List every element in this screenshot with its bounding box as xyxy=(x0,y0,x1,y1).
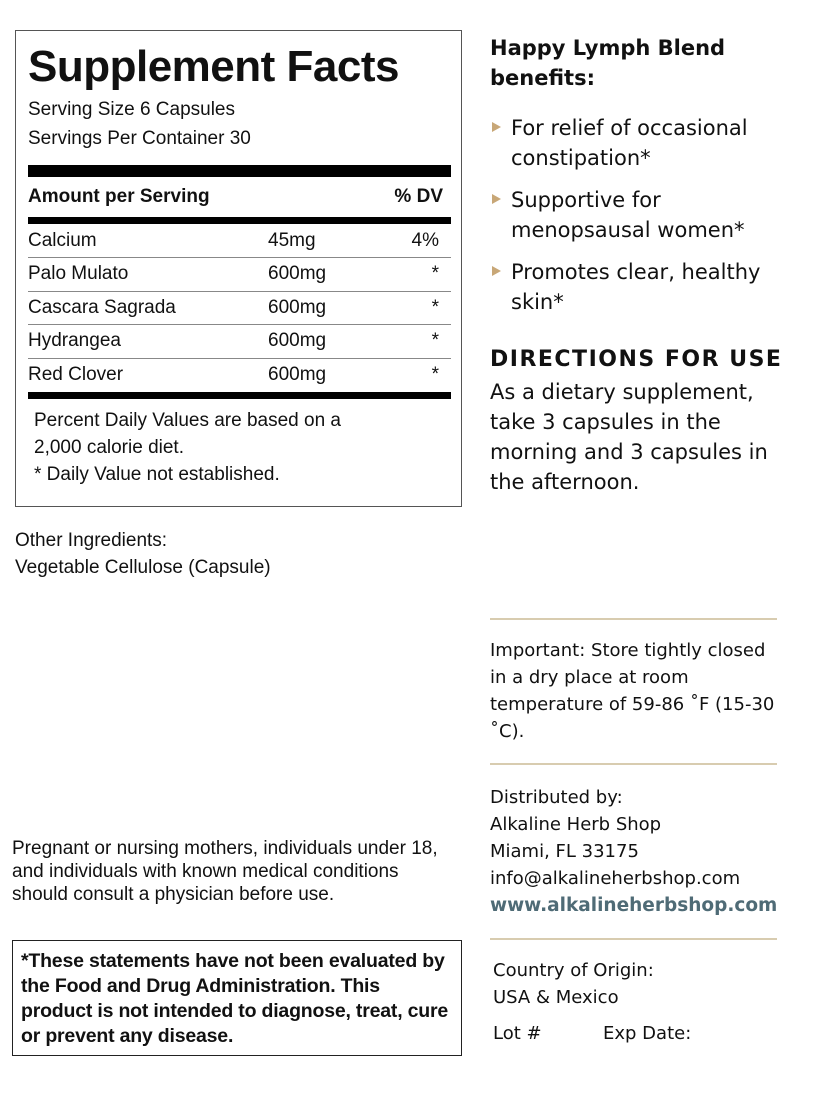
nutrient-dv: * xyxy=(378,258,451,292)
medium-divider xyxy=(28,217,451,224)
nutrient-dv: * xyxy=(431,364,439,385)
benefit-text: Supportive for menopsausal women* xyxy=(511,188,745,242)
nutrient-amount: 45mg xyxy=(268,224,378,258)
other-ingredients-label: Other Ingredients: xyxy=(15,530,168,551)
nutrient-dv: 4% xyxy=(378,224,451,258)
benefit-text: For relief of occasional constipation* xyxy=(511,116,748,170)
servings-per-container: Servings Per Container 30 xyxy=(28,128,251,149)
nutrient-amount: 600mg xyxy=(268,258,378,292)
origin-value: USA & Mexico xyxy=(493,987,619,1008)
nutrient-name: Cascara Sagrada xyxy=(28,291,268,325)
triangle-bullet-icon xyxy=(492,194,501,204)
supplement-facts-panel xyxy=(15,30,462,507)
distributor-name: Alkaline Herb Shop xyxy=(490,814,662,835)
list-item xyxy=(492,257,792,317)
divider xyxy=(490,938,777,940)
directions-title: DIRECTIONS FOR USE xyxy=(490,347,783,372)
divider xyxy=(490,618,777,620)
footnote-line: Percent Daily Values are based on a xyxy=(34,409,341,431)
facts-title: Supplement Facts xyxy=(28,42,399,91)
benefit-text: Promotes clear, healthy skin* xyxy=(511,260,761,314)
footnote-line: 2,000 calorie diet. xyxy=(34,436,184,458)
nutrient-name: Palo Mulato xyxy=(28,258,268,292)
nutrient-dv: * xyxy=(378,325,451,359)
origin-info xyxy=(493,957,783,1047)
thick-divider xyxy=(28,165,451,177)
nutrient-dv: * xyxy=(378,291,451,325)
serving-size: Serving Size 6 Capsules xyxy=(28,99,235,120)
table-row xyxy=(28,358,451,392)
triangle-bullet-icon xyxy=(492,122,501,132)
distributor-info xyxy=(490,784,790,919)
amount-per-serving-header: Amount per Serving xyxy=(28,186,210,207)
pregnancy-warning: Pregnant or nursing mothers, individuals under 18, and individuals with known medical conditions should consult a physician before use. xyxy=(12,838,438,905)
table-row xyxy=(28,224,451,258)
distributor-label: Distributed by: xyxy=(490,787,623,808)
distributor-email: info@alkalineherbshop.com xyxy=(490,868,741,889)
benefits-list xyxy=(492,113,792,329)
list-item xyxy=(492,185,792,245)
triangle-bullet-icon xyxy=(492,266,501,276)
lot-exp-row xyxy=(493,1020,783,1047)
directions-text: As a dietary supplement, take 3 capsules in the morning and 3 capsules in the afternoon. xyxy=(490,380,768,494)
divider xyxy=(490,763,777,765)
nutrient-amount: 600mg xyxy=(268,364,327,385)
dv-header: % DV xyxy=(394,186,443,207)
table-row xyxy=(28,258,451,292)
website-link: www.alkalineherbshop.com xyxy=(490,895,778,916)
benefits-title: Happy Lymph Blend benefits: xyxy=(490,36,726,90)
exp-date-label: Exp Date: xyxy=(603,1023,692,1044)
nutrient-table xyxy=(28,224,451,392)
other-ingredients xyxy=(15,527,271,581)
lot-label: Lot # xyxy=(493,1023,542,1044)
footnote-line: * Daily Value not established. xyxy=(34,463,280,485)
daily-value-footnote xyxy=(28,407,451,488)
nutrient-name: Calcium xyxy=(28,224,268,258)
distributor-city: Miami, FL 33175 xyxy=(490,841,639,862)
nutrient-amount: 600mg xyxy=(268,325,378,359)
amount-header-row xyxy=(28,177,451,217)
table-row xyxy=(28,291,451,325)
nutrient-name: Hydrangea xyxy=(28,325,268,359)
fda-disclaimer-box: *These statements have not been evaluated by the Food and Drug Administration. This product is not intended to diagnose, treat, cure or prevent any disease. xyxy=(12,940,462,1056)
list-item xyxy=(492,113,792,173)
other-ingredients-value: Vegetable Cellulose (Capsule) xyxy=(15,557,271,578)
nutrient-amount: 600mg xyxy=(268,291,378,325)
nutrient-name: Red Clover xyxy=(28,364,124,385)
storage-instructions: Important: Store tightly closed in a dry place at room temperature of 59-86 ˚F (15-30 ˚C). xyxy=(490,640,775,742)
medium-divider xyxy=(28,392,451,399)
table-row xyxy=(28,325,451,359)
origin-label: Country of Origin: xyxy=(493,960,654,981)
